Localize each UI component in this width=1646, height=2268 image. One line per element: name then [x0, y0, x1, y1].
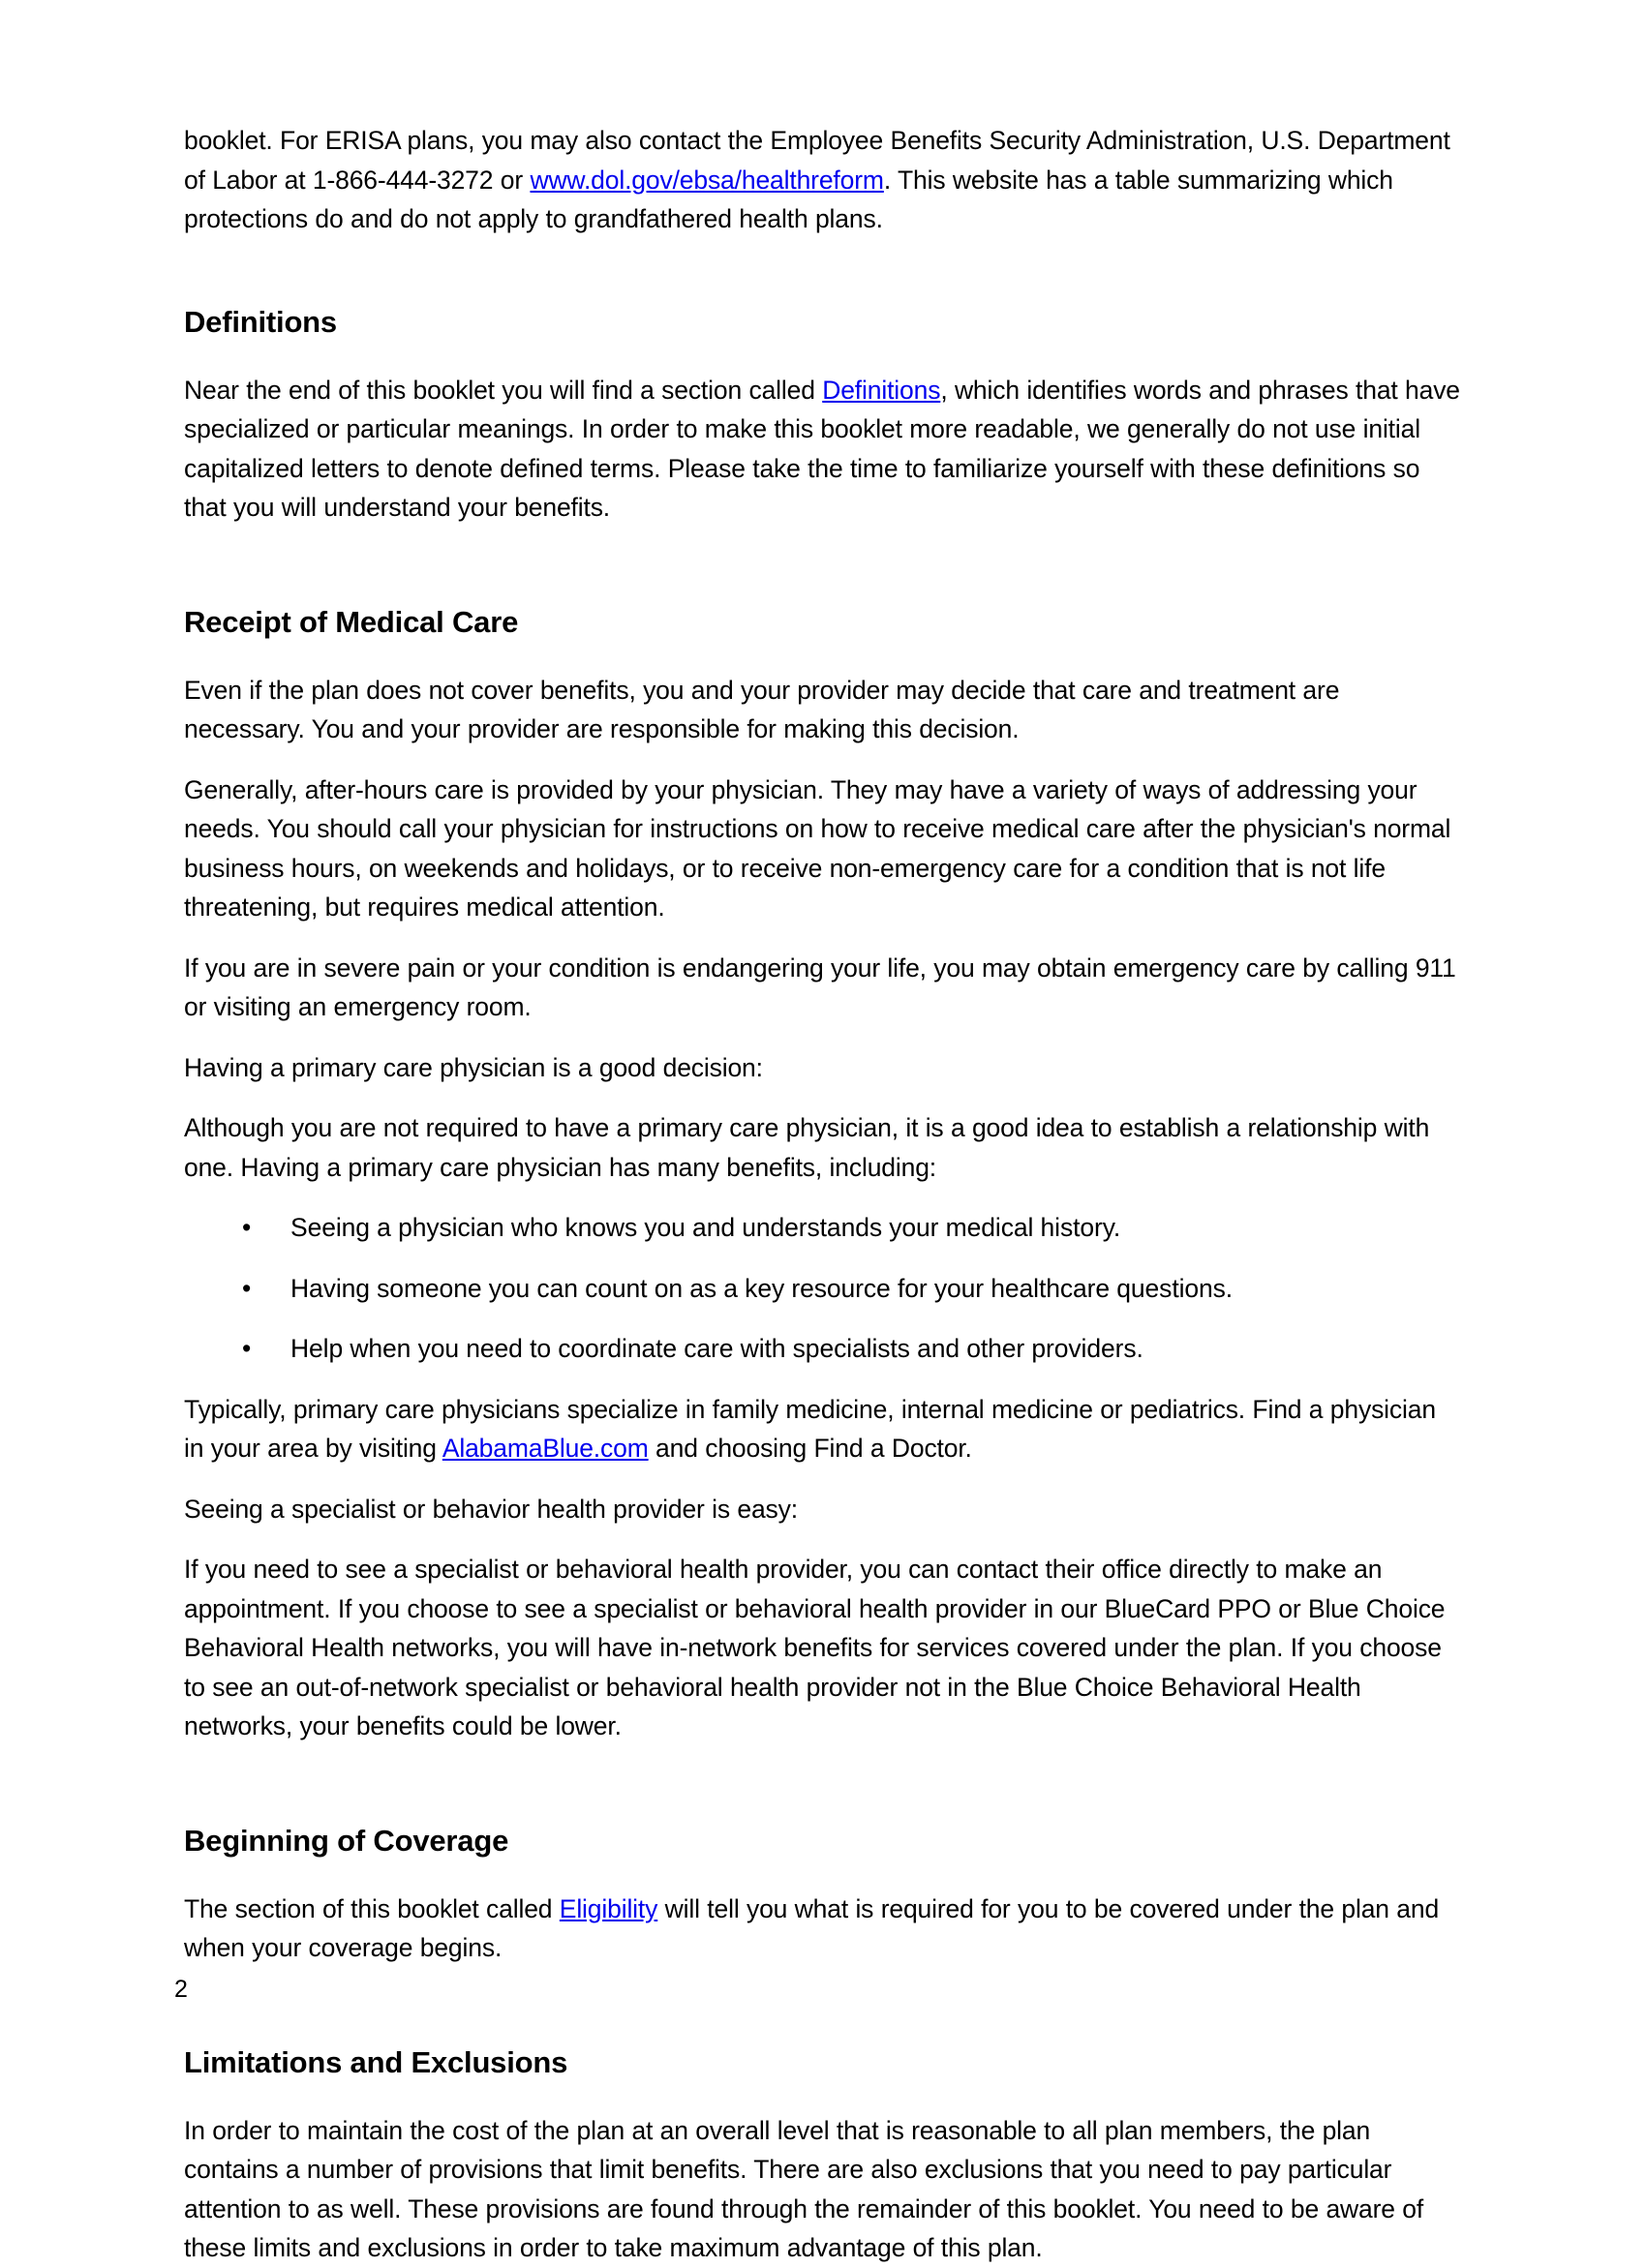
receipt-paragraph-6	[184, 1390, 1462, 1468]
definitions-text-after-link: , which identifies words and phrases that have specialized or particular meanings. In order to make this booklet more readable, we generally do not use initial capitalized letters to denote defined terms. Please take the time to familiarize yourself with these definitions so that you will understand your benefits.	[184, 375, 1460, 522]
spacer	[184, 1968, 1462, 2043]
heading-definitions: Definitions	[184, 304, 337, 339]
heading-receipt-of-medical-care: Receipt of Medical Care	[184, 604, 519, 639]
spacer	[184, 1468, 1462, 1490]
spacer	[184, 927, 1462, 949]
list-item	[184, 1329, 1462, 1369]
alabamablue-link[interactable]: AlabamaBlue.com	[442, 1434, 649, 1463]
limitations-paragraph-1: In order to maintain the cost of the plan at an overall level that is reasonable to all plan members, the plan contains a number of provisions that limit benefits. There are also exclusions that you need to pay particular attention to as well. These provisions are found through the remainder of this booklet. You need to be aware of these limits and exclusions in order to take maximum advantage of this plan.	[184, 2115, 1424, 2262]
spacer	[184, 1187, 1462, 1208]
list-item	[184, 1208, 1462, 1248]
primary-care-benefits-list	[184, 1208, 1462, 1369]
bullet-icon: •	[242, 1273, 252, 1303]
intro-paragraph	[184, 121, 1462, 239]
receipt-paragraph-3: If you are in severe pain or your condition is endangering your life, you may obtain emergency care by calling 911 or visiting an emergency room.	[184, 953, 1456, 1021]
receipt-paragraph-8: If you need to see a specialist or behavioral health provider, you can contact their office directly to make an appointment. If you choose to see a specialist or behavioral health provider in our BlueCard PPO or Blue Choice Behavioral Health networks, you will have in-network benefits for services covered under the plan. If you choose to see an out-of-network specialist or behavioral health provider not in the Blue Choice Behavioral Health networks, your benefits could be lower.	[184, 1555, 1446, 1740]
eligibility-section-link[interactable]: Eligibility	[559, 1893, 658, 1923]
dol-healthreform-link[interactable]: www.dol.gov/ebsa/healthreform	[530, 165, 884, 195]
list-item	[184, 1269, 1462, 1309]
receipt-paragraph-5: Although you are not required to have a primary care physician, it is a good idea to establish a relationship with one. Having a primary care physician has many benefits, including:	[184, 1113, 1430, 1182]
page-number: 2	[174, 1976, 188, 2003]
receipt-paragraph-7: Seeing a specialist or behavior health provider is easy:	[184, 1494, 798, 1524]
intro-text-after-link: . This website has a table summarizing which protections do and do not apply to grandfathered health plans.	[184, 165, 1393, 233]
receipt-paragraph-1: Even if the plan does not cover benefits, you and your provider may decide that care and treatment are necessary. You and your provider are responsible for making this decision.	[184, 675, 1340, 743]
spacer	[184, 642, 1462, 671]
spacer	[184, 2082, 1462, 2111]
intro-text-before-link: booklet. For ERISA plans, you may also contact the Employee Benefits Security Administration, U.S. Department of Labor at 1-866-444-3272 or	[184, 126, 1450, 195]
heading-limitations-and-exclusions: Limitations and Exclusions	[184, 2044, 568, 2079]
spacer	[184, 1528, 1462, 1550]
spacer	[184, 342, 1462, 371]
spacer	[184, 1087, 1462, 1108]
bullet-icon: •	[242, 1213, 252, 1242]
page-content	[184, 121, 1462, 2268]
spacer	[184, 1369, 1462, 1390]
bullet-icon: •	[242, 1334, 252, 1363]
spacer	[184, 1746, 1462, 1822]
coverage-text-after-link: will tell you what is required for you to be covered under the plan and when your coverage begins.	[184, 1893, 1440, 1962]
spacer	[184, 528, 1462, 603]
definitions-paragraph	[184, 371, 1462, 528]
definitions-text-before-link: Near the end of this booklet you will find a section called	[184, 375, 823, 405]
receipt-paragraph-4: Having a primary care physician is a good decision:	[184, 1052, 763, 1082]
spacer	[184, 1027, 1462, 1048]
find-doctor-text-after-link: and choosing Find a Doctor.	[648, 1434, 972, 1463]
spacer	[184, 1860, 1462, 1890]
definitions-section-link[interactable]: Definitions	[822, 375, 941, 405]
heading-beginning-of-coverage: Beginning of Coverage	[184, 1823, 509, 1858]
list-item-label: Help when you need to coordinate care with specialists and other providers.	[290, 1334, 1143, 1363]
list-item-label: Seeing a physician who knows you and understands your medical history.	[290, 1213, 1121, 1242]
list-item-label: Having someone you can count on as a key resource for your healthcare questions.	[290, 1273, 1234, 1303]
spacer	[184, 239, 1462, 303]
coverage-text-before-link: The section of this booklet called	[184, 1893, 560, 1923]
receipt-paragraph-2: Generally, after-hours care is provided by your physician. They may have a variety of ways of addressing your needs. You should call your physician for instructions on how to receive medical care after the physician's normal business hours, on weekends and holidays, or to receive non-emergency care for a condition that is not life threatening, but requires medical attention.	[184, 774, 1451, 922]
beginning-of-coverage-paragraph	[184, 1890, 1462, 1968]
spacer	[184, 749, 1462, 771]
find-doctor-text-before-link: Typically, primary care physicians specialize in family medicine, internal medicine or pediatrics. Find a physician in your area by visiting	[184, 1394, 1436, 1463]
